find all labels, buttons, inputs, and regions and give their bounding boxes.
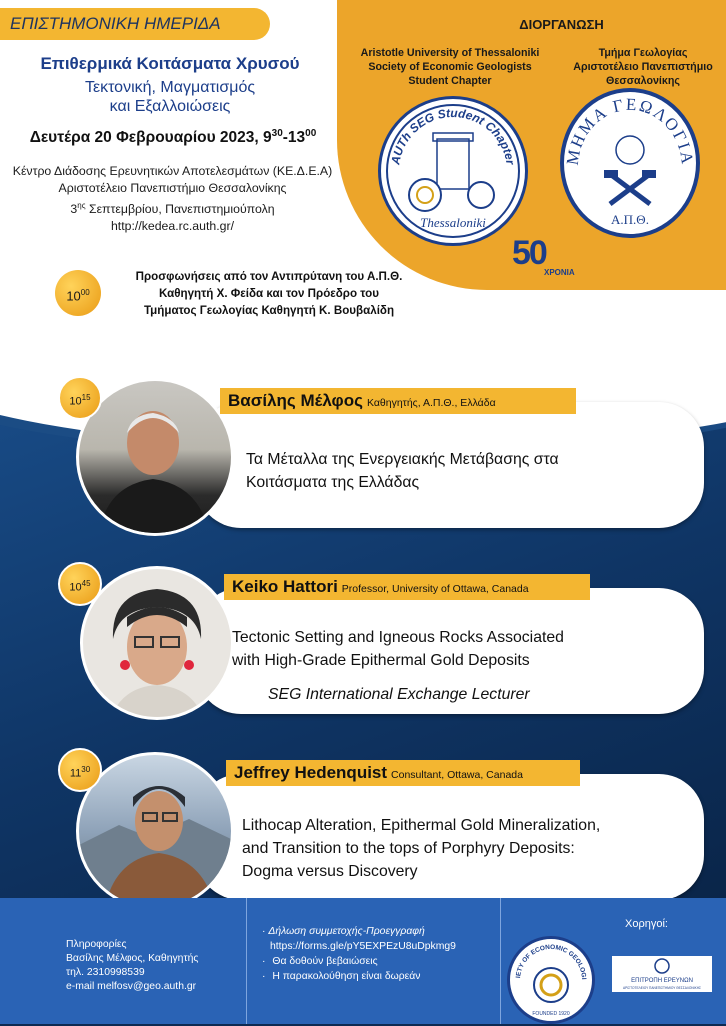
fifty-years-logo: 50 ΧΡΟΝΙΑ (512, 234, 575, 277)
research-committee-logo (612, 956, 712, 992)
geology-dept-logo (560, 88, 700, 238)
event-type-badge: ΕΠΙΣΤΗΜΟΝΙΚΗ ΗΜΕΡΙΔΑ (0, 8, 270, 40)
speaker-name-bar: Jeffrey Hedenquist Consultant, Ottawa, Canada (226, 760, 580, 786)
organizer-seg-chapter: Aristotle University of Thessaloniki Society of Economic Geologists Student Chapter (360, 47, 540, 87)
seg-logo (507, 936, 595, 1024)
speaker-time-badge: $11^{30}$ (58, 748, 102, 792)
speaker-photo (80, 566, 234, 720)
speaker-portrait-icon (83, 569, 231, 717)
contact-info: Πληροφορίες Βασίλης Μέλφος, Καθηγητής τηλ. 2310998539 e-mail melfosv@geo.auth.gr (66, 939, 199, 992)
venue-info: Κέντρο Διάδοσης Ερευνητικών Αποτελεσμάτων (ΚΕ.Δ.Ε.Α) Αριστοτέλειο Πανεπιστήμιο Θεσσαλονίκης $3^{\eta\varsigma}$ Σεπτεμβρίου, Πανεπιστημιούπολη http://kedea.rc.auth.gr/ (0, 163, 345, 235)
geology-dept-seal-icon (564, 92, 696, 234)
seg-student-chapter-logo (378, 96, 528, 246)
registration-info: · Δήλωση συμμετοχής-Προεγγραφή https://forms.gle/pY5EXPEzU8uDpkmg9 · Θα δοθούν βεβαιώσεις · Η παρακολούθηση είναι δωρεάν (262, 926, 456, 982)
venue-link[interactable]: http://kedea.rc.auth.gr/ (110, 219, 235, 234)
footer-divider (246, 898, 247, 1024)
svg-text:AUTh SEG Student Chapter: AUTh SEG Student Chapter (388, 105, 518, 166)
seg-chapter-seal-icon (381, 99, 525, 243)
svg-text:ΑΡΙΣΤΟΤΕΛΕΙΟΥ ΠΑΝΕΠΙΣΤΗΜΙΟΥ ΘΕ: ΑΡΙΣΤΟΤΕΛΕΙΟΥ ΠΑΝΕΠΙΣΤΗΜΙΟΥ ΘΕΣΣΑΛΟΝΙΚΗΣ (623, 986, 701, 990)
svg-text:ΕΠΙΤΡΟΠΗ ΕΡΕΥΝΩΝ: ΕΠΙΤΡΟΠΗ ΕΡΕΥΝΩΝ (631, 978, 693, 984)
registration-link[interactable]: https://forms.gle/pY5EXPEzU8uDpkmg9 (270, 941, 456, 952)
event-date: Δευτέρα 20 Φεβρουαρίου 2023, $9^{30}-13^{00}$ (29, 128, 317, 147)
intro-time-badge: $10^{00}$ (55, 270, 101, 316)
talk-title: Τα Μέταλλα της Ενεργειακής Μετάβασης στα Κοιτάσματα της Ελλάδας (246, 451, 559, 491)
svg-text:Thessaloniki: Thessaloniki (420, 215, 486, 230)
sponsors-label: Χορηγοί: (625, 918, 668, 930)
footer-divider (500, 898, 501, 1024)
talk-title: Tectonic Setting and Igneous Rocks Associated with High-Grade Epithermal Gold Deposits (232, 629, 564, 669)
svg-text:FOUNDED 1920: FOUNDED 1920 (532, 1011, 570, 1017)
organizers-title: ΔΙΟΡΓΑΝΩΣΗ (519, 17, 604, 32)
talk-title: Lithocap Alteration, Epithermal Gold Mineralization, and Transition to the tops of Porphyry Deposits: Dogma versus Discovery (242, 817, 601, 880)
speaker-time-badge: $10^{45}$ (58, 562, 102, 606)
speaker-portrait-icon (79, 381, 231, 533)
speaker-name-bar: Βασίλης Μέλφος Καθηγητής, Α.Π.Θ., Ελλάδα (220, 388, 576, 414)
speaker-extra-note: SEG International Exchange Lecturer (268, 686, 530, 703)
event-title: Επιθερμικά Κοιτάσματα Χρυσού (40, 54, 300, 73)
intro-text: Προσφωνήσεις από τον Αντιπρύτανη του Α.Π.Θ. Καθηγητή Χ. Φείδα και τον Πρόεδρο του Τμήματος Γεωλογίας Καθηγητή Κ. Βουβαλίδη (135, 270, 403, 317)
svg-text:Α.Π.Θ.: Α.Π.Θ. (611, 212, 649, 227)
speaker-name-bar: Keiko Hattori Professor, University of Ottawa, Canada (224, 574, 590, 600)
speaker-time-badge: $10^{15}$ (58, 376, 102, 420)
svg-text:SOCIETY OF ECONOMIC GEOLOGISTS: IETY OF ECONOMIC GEOLOGI (515, 943, 588, 980)
seg-seal-icon (510, 939, 592, 1021)
speaker-portrait-icon (79, 755, 231, 907)
event-subtitle: Τεκτονική, Μαγματισμός και Εξαλλοιώσεις (84, 79, 256, 115)
svg-text:ΤΜΗΜΑ ΓΕΩΛΟΓΙΑΣ: ΜΗΜΑ ΓΕΩΛΟΓΙΑ (564, 94, 696, 167)
organizer-geology-dept: Τμήμα Γεωλογίας Αριστοτέλειο Πανεπιστήμιο Θεσσαλονίκης (573, 47, 713, 87)
research-committee-icon (612, 956, 712, 992)
contact-email[interactable]: e-mail melfosv@geo.auth.gr (66, 981, 197, 992)
